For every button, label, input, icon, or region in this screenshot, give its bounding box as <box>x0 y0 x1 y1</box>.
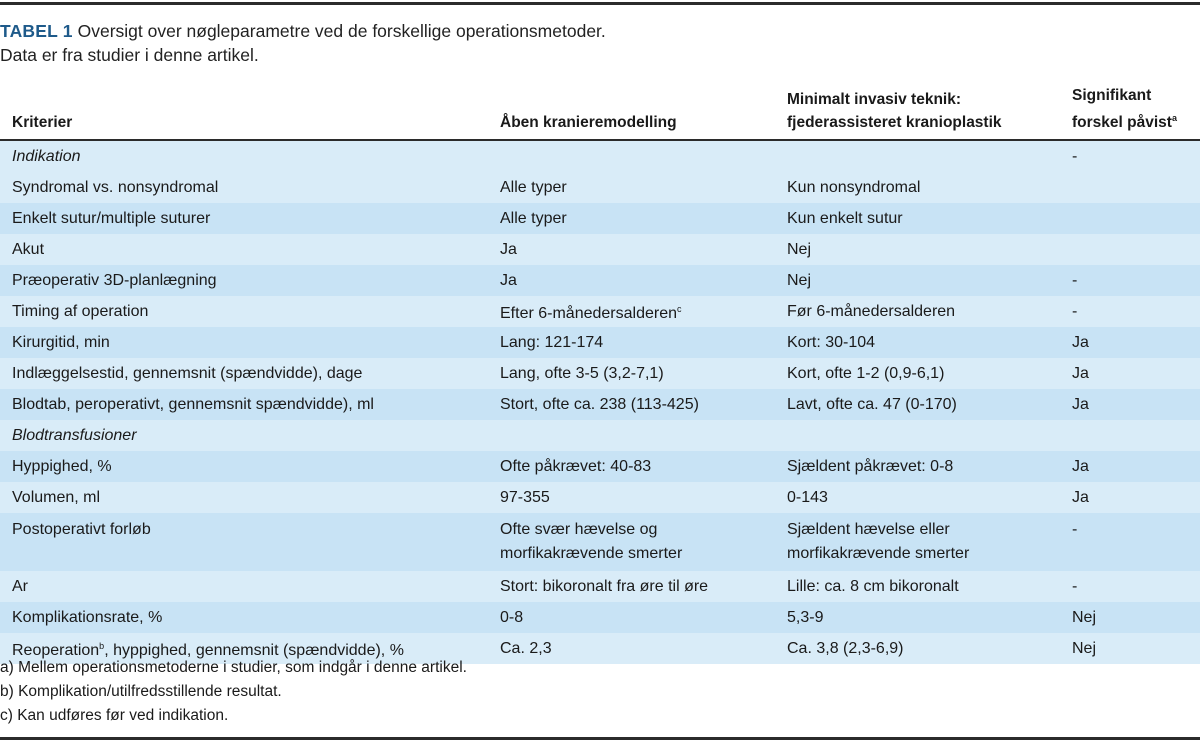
open-cell <box>488 420 775 451</box>
table-row <box>0 420 1200 451</box>
open-cell: 97-355 <box>488 482 775 513</box>
criterion-cell: Kirurgitid, min <box>0 327 488 358</box>
minimal-cell: Lille: ca. 8 cm bikoronalt <box>775 571 1060 602</box>
minimal-cell <box>775 513 1060 571</box>
criterion-cell: Syndromal vs. nonsyndromal <box>0 172 488 203</box>
parameters-table <box>0 84 1200 664</box>
footnote-c: c) Kan udføres før ved indikation. <box>0 707 229 724</box>
open-cell: Ja <box>488 265 775 296</box>
significance-cell: Ja <box>1060 327 1200 358</box>
caption-tag: TABEL 1 <box>0 21 73 41</box>
criterion-cell: Postoperativt forløb <box>0 513 488 571</box>
minimal-cell: Kort: 30-104 <box>775 327 1060 358</box>
table-row <box>0 234 1200 265</box>
open-cell: Ja <box>488 234 775 265</box>
header-significance-line-1: Signifikant <box>1072 87 1152 104</box>
minimal-cell: Kun nonsyndromal <box>775 172 1060 203</box>
criterion-cell: Volumen, ml <box>0 482 488 513</box>
significance-cell <box>1060 203 1200 234</box>
table-row <box>0 327 1200 358</box>
significance-cell: Nej <box>1060 633 1200 664</box>
minimal-cell: Nej <box>775 265 1060 296</box>
table-row <box>0 172 1200 203</box>
footnote-marker-c: c <box>676 304 682 314</box>
minimal-cell-line-2: morfikakrævende smerter <box>787 545 970 562</box>
minimal-cell: Lavt, ofte ca. 47 (0-170) <box>775 389 1060 420</box>
open-cell: Ca. 2,3 <box>488 633 775 664</box>
open-cell-line-1: Ofte svær hævelse og <box>500 521 658 538</box>
caption-line-1 <box>0 19 1190 43</box>
criterion-cell: Ar <box>0 571 488 602</box>
minimal-cell: 5,3-9 <box>775 602 1060 633</box>
significance-cell: - <box>1060 571 1200 602</box>
open-cell: Stort: bikoronalt fra øre til øre <box>488 571 775 602</box>
minimal-cell: Sjældent påkrævet: 0-8 <box>775 451 1060 482</box>
significance-cell: - <box>1060 140 1200 172</box>
table-row <box>0 265 1200 296</box>
footnotes <box>0 656 467 728</box>
footnote-marker-b: b <box>99 641 105 651</box>
significance-cell: - <box>1060 296 1200 327</box>
header-open-remodelling: Åben kranieremodelling <box>488 84 775 140</box>
open-cell: Lang: 121-174 <box>488 327 775 358</box>
criterion-cell: Blodtab, peroperativt, gennemsnit spændvidde), ml <box>0 389 488 420</box>
header-significance-line-2: forskel påvist <box>1072 114 1172 131</box>
criterion-cell: Timing af operation <box>0 296 488 327</box>
significance-cell <box>1060 172 1200 203</box>
criterion-cell: Enkelt sutur/multiple suturer <box>0 203 488 234</box>
bottom-rule <box>0 737 1200 740</box>
criterion-cell: Hyppighed, % <box>0 451 488 482</box>
significance-cell: - <box>1060 513 1200 571</box>
table-row <box>0 482 1200 513</box>
criterion-cell: Komplikationsrate, % <box>0 602 488 633</box>
significance-cell: - <box>1060 265 1200 296</box>
criterion-cell-rest: , hyppighed, gennemsnit (spændvidde), % <box>104 642 404 659</box>
criterion-cell: Akut <box>0 234 488 265</box>
open-cell: Stort, ofte ca. 238 (113-425) <box>488 389 775 420</box>
criterion-cell: Blodtransfusioner <box>0 420 488 451</box>
significance-cell: Ja <box>1060 389 1200 420</box>
significance-cell: Ja <box>1060 482 1200 513</box>
significance-cell: Nej <box>1060 602 1200 633</box>
table-row <box>0 358 1200 389</box>
minimal-cell: Ca. 3,8 (2,3-6,9) <box>775 633 1060 664</box>
table-header-row <box>0 84 1200 140</box>
minimal-cell <box>775 420 1060 451</box>
header-criteria: Kriterier <box>0 84 488 140</box>
open-cell: Lang, ofte 3-5 (3,2-7,1) <box>488 358 775 389</box>
table-row <box>0 571 1200 602</box>
criterion-cell: Præoperativ 3D-planlægning <box>0 265 488 296</box>
minimal-cell: Før 6-månedersalderen <box>775 296 1060 327</box>
footnote-b: b) Komplikation/utilfredsstillende resultat. <box>0 683 282 700</box>
significance-cell <box>1060 420 1200 451</box>
table-row <box>0 389 1200 420</box>
top-rule <box>0 2 1200 5</box>
significance-cell: Ja <box>1060 451 1200 482</box>
significance-cell: Ja <box>1060 358 1200 389</box>
table-caption <box>0 19 1190 67</box>
open-cell: 0-8 <box>488 602 775 633</box>
table-row <box>0 140 1200 172</box>
minimal-cell: Kort, ofte 1-2 (0,9-6,1) <box>775 358 1060 389</box>
header-minimal-line-2: fjederassisteret kranioplastik <box>787 114 1002 131</box>
open-cell <box>488 140 775 172</box>
open-cell-line-2: morfikakrævende smerter <box>500 545 683 562</box>
caption-line-2: Data er fra studier i denne artikel. <box>0 45 259 65</box>
header-minimal-line-1: Minimalt invasiv teknik: <box>787 91 961 108</box>
table-row <box>0 451 1200 482</box>
significance-cell <box>1060 234 1200 265</box>
open-cell <box>488 513 775 571</box>
minimal-cell: 0-143 <box>775 482 1060 513</box>
table-row <box>0 602 1200 633</box>
open-cell <box>488 296 775 327</box>
table-row <box>0 203 1200 234</box>
criterion-cell-text: Reoperation <box>12 642 100 659</box>
criterion-cell: Indikation <box>0 140 488 172</box>
criterion-cell: Indlæggelsestid, gennemsnit (spændvidde), dage <box>0 358 488 389</box>
minimal-cell-line-1: Sjældent hævelse eller <box>787 521 950 538</box>
minimal-cell: Nej <box>775 234 1060 265</box>
open-cell: Alle typer <box>488 172 775 203</box>
minimal-cell <box>775 140 1060 172</box>
table-row <box>0 513 1200 571</box>
open-cell-text: Efter 6-månedersalderen <box>500 305 677 322</box>
minimal-cell: Kun enkelt sutur <box>775 203 1060 234</box>
footnote-a: a) Mellem operationsmetoderne i studier, som indgår i denne artikel. <box>0 659 467 676</box>
table-row <box>0 296 1200 327</box>
footnote-marker-a: a <box>1171 113 1177 123</box>
open-cell: Alle typer <box>488 203 775 234</box>
header-minimal-invasive <box>775 84 1060 140</box>
header-significance <box>1060 84 1200 140</box>
caption-title: Oversigt over nøgleparametre ved de forskellige operationsmetoder. <box>77 21 606 41</box>
open-cell: Ofte påkrævet: 40-83 <box>488 451 775 482</box>
